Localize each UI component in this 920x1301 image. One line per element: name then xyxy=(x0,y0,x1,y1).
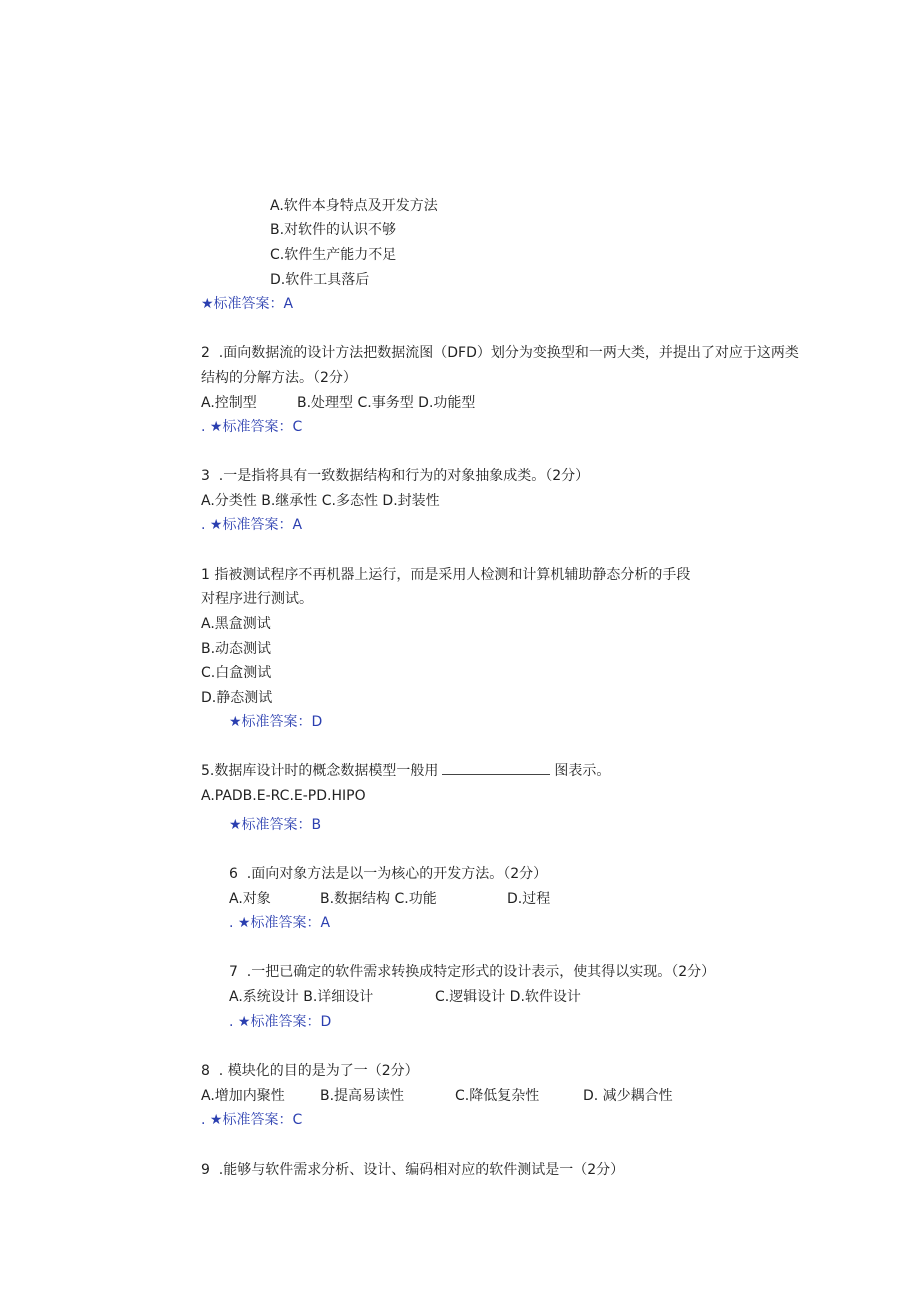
q4-option-c: C.白盒测试 xyxy=(201,665,272,681)
q3-stem: 3 .一是指将具有一致数据结构和行为的对象抽象成类。（2分） xyxy=(201,468,590,484)
q4-option-d: D.静态测试 xyxy=(201,690,273,706)
q2-stem-line2: 结构的分解方法。（2分） xyxy=(201,370,357,386)
q8-option-c: C.降低复杂性 xyxy=(455,1088,540,1104)
q1-option-b: B.对软件的认识不够 xyxy=(270,222,397,238)
q6-answer: . ★标准答案：A xyxy=(229,915,331,931)
q4-option-a: A.黑盒测试 xyxy=(201,616,271,632)
q9-stem: 9 .能够与软件需求分析、设计、编码相对应的软件测试是一（2分） xyxy=(201,1162,625,1178)
q6-stem: 6 .面向对象方法是以一为核心的开发方法。（2分） xyxy=(229,866,548,882)
q2-stem-line1: 2 .面向数据流的设计方法把数据流图（DFD）划分为变换型和一两大类，并提出了对应于这两类 xyxy=(201,345,799,361)
q6-options-bc: B.数据结构 C.功能 xyxy=(320,891,437,907)
q6-option-a: A.对象 xyxy=(229,891,271,907)
q7-answer: . ★标准答案：D xyxy=(229,1014,332,1030)
q5-stem-pre: 5.数据库设计时的概念数据模型一般用 xyxy=(201,763,439,779)
q1-option-c: C.软件生产能力不足 xyxy=(270,247,397,263)
q4-answer: ★标准答案：D xyxy=(229,714,323,730)
q4-stem-line2: 对程序进行测试。 xyxy=(201,591,313,607)
q5-stem-post: 图表示。 xyxy=(554,763,611,779)
q1-option-d: D.软件工具落后 xyxy=(270,272,370,288)
q2-option-a: A.控制型 xyxy=(201,395,257,411)
q7-options-cd: C.逻辑设计 D.软件设计 xyxy=(435,989,581,1005)
q1-answer: ★标准答案：A xyxy=(201,296,294,312)
q8-option-d: D. 减少耦合性 xyxy=(583,1088,673,1104)
q8-stem: 8 . 模块化的目的是为了一（2分） xyxy=(201,1063,419,1079)
q5-answer: ★标准答案：B xyxy=(229,817,322,833)
q8-answer: . ★标准答案：C xyxy=(201,1112,303,1128)
q5-stem xyxy=(201,761,610,781)
q2-answer: . ★标准答案：C xyxy=(201,419,303,435)
q4-stem-line1: 1 指被测试程序不再机器上运行，而是采用人检测和计算机辅助静态分析的手段 xyxy=(201,567,691,583)
q8-option-b: B.提高易读性 xyxy=(320,1088,405,1104)
q1-option-a: A.软件本身特点及开发方法 xyxy=(270,198,438,214)
q7-stem: 7 .一把已确定的软件需求转换成特定形式的设计表示，使其得以实现。（2分） xyxy=(229,964,716,980)
q3-options: A.分类性 B.继承性 C.多态性 D.封装性 xyxy=(201,493,440,509)
q4-option-b: B.动态测试 xyxy=(201,641,272,657)
q8-option-a: A.增加内聚性 xyxy=(201,1088,285,1104)
q7-options-ab: A.系统设计 B.详细设计 xyxy=(229,989,374,1005)
q5-options: A.PADB.E-RC.E-PD.HIPO xyxy=(201,788,366,804)
q2-options-bcd: B.处理型 C.事务型 D.功能型 xyxy=(297,395,476,411)
q6-option-d: D.过程 xyxy=(507,891,551,907)
q3-answer: . ★标准答案：A xyxy=(201,517,303,533)
q5-blank xyxy=(442,762,550,775)
